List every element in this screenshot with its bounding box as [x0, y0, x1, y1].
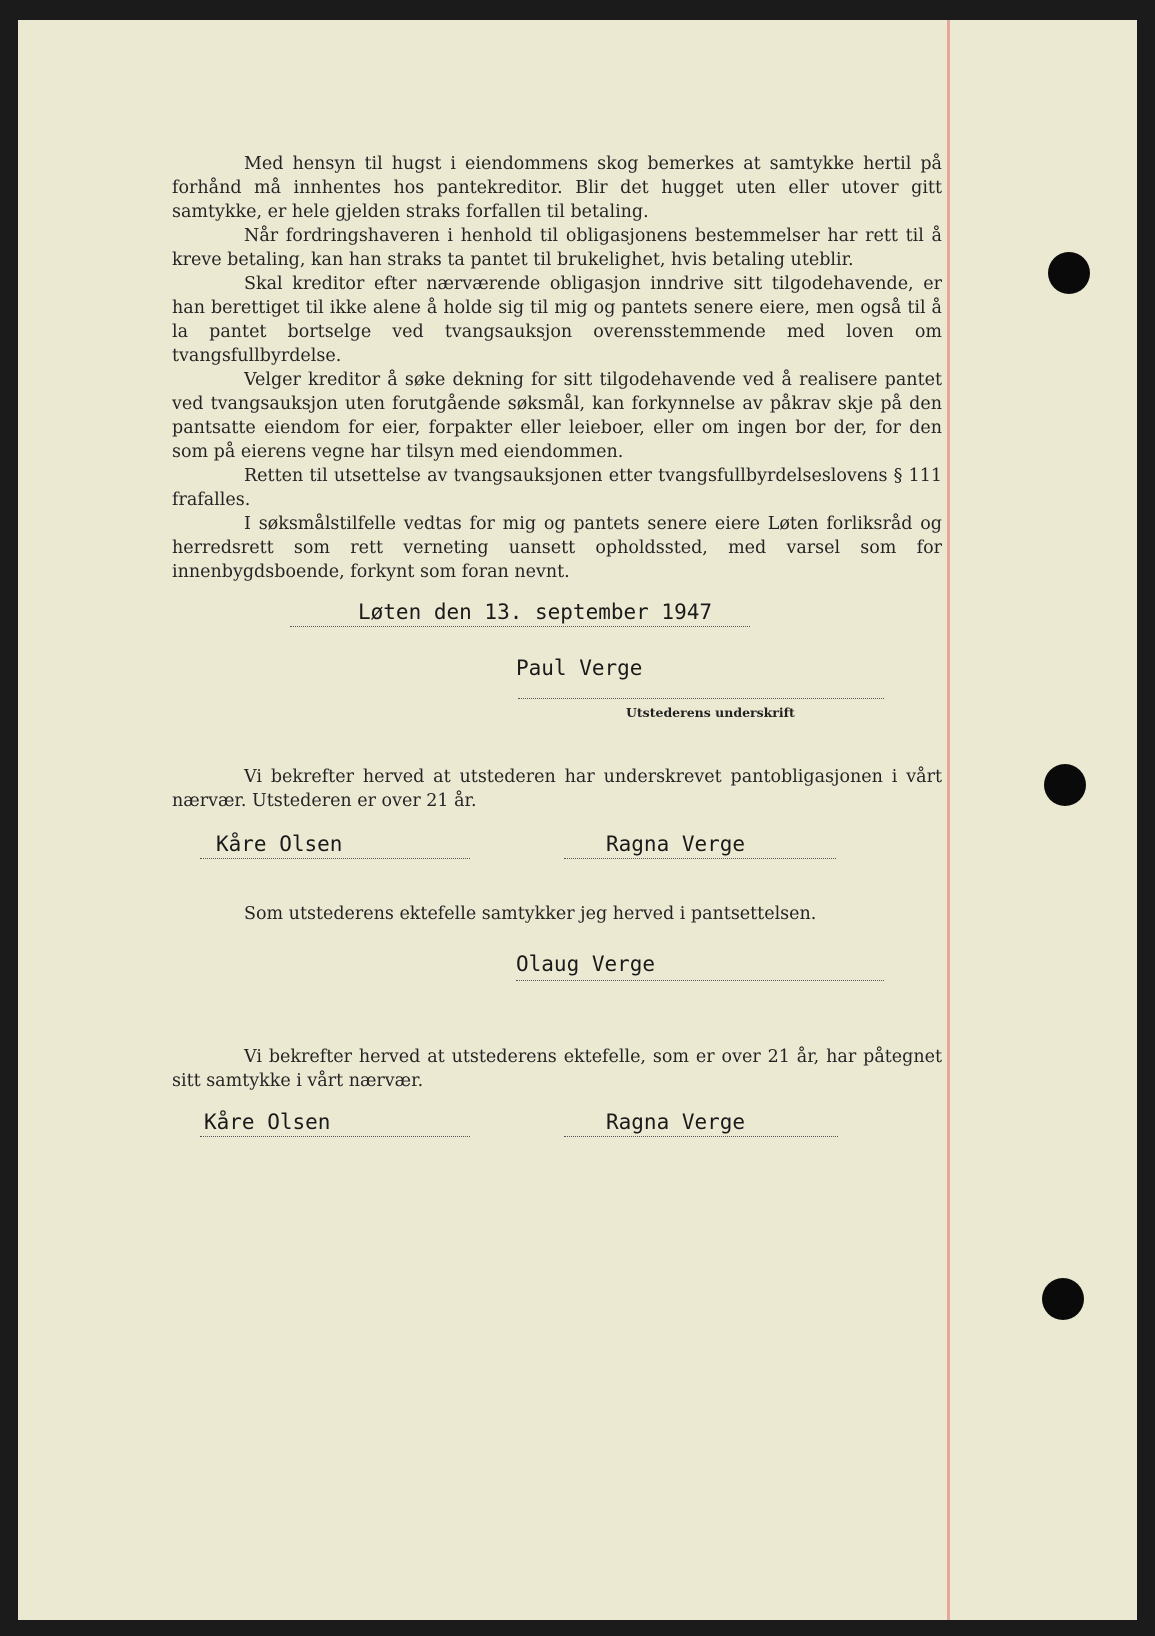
spouse-signature-line — [516, 980, 884, 981]
terms-text — [172, 152, 942, 584]
paragraph-enforcement: Skal kreditor efter nærværende obligasjon inndrive sitt tilgodehavende, er han berettiget til ikke alene å holde sig til mig og pantets senere eiere, men også til å la pantet bortselge ved tvangsauksjon overensstemmende med loven om tvangsfullbyrdelse. — [172, 274, 942, 366]
witness-2-line — [564, 858, 836, 859]
issuer-caption: Utstederens underskrift — [626, 705, 795, 720]
place-date: Løten den 13. september 1947 — [358, 600, 713, 624]
margin-line — [947, 20, 950, 1620]
witness-1-signature: Kåre Olsen — [216, 832, 343, 856]
paragraph-postponement: Retten til utsettelse av tvangsauksjonen etter tvangsfullbyrdelseslovens § 111 frafalles. — [172, 466, 942, 510]
document-page — [18, 20, 1137, 1620]
punch-hole — [1048, 252, 1090, 294]
issuer-signature: Paul Verge — [516, 656, 643, 680]
paragraph-logging: Med hensyn til hugst i eiendommens skog bemerkes at samtykke hertil på forhånd må innhentes hos pantekreditor. Blir det hugget uten eller utover gitt samtykke, er hele gjelden straks forfallen til betaling. — [172, 154, 942, 222]
punch-hole — [1042, 1278, 1084, 1320]
witness-statement-2: Vi bekrefter herved at utstederens ektefelle, som er over 21 år, har påtegnet sitt samtykke i vårt nærvær. — [172, 1047, 942, 1091]
paragraph-auction: Velger kreditor å søke dekning for sitt tilgodehavende ved å realisere pantet ved tvangsauksjon uten forutgående søksmål, kan forkynnelse av påkrav skje på den pantsatte eiendom for eier, forpakter eller leieboer, eller om ingen bor der, for den som på eierens vegne har tilsyn med eiendommen. — [172, 370, 942, 462]
witness-3-signature: Kåre Olsen — [204, 1110, 331, 1134]
witness-1-line — [200, 858, 470, 859]
witness-3-line — [200, 1136, 470, 1137]
witness-statement-1: Vi bekrefter herved at utstederen har underskrevet pantobligasjonen i vårt nærvær. Utstederen er over 21 år. — [172, 767, 942, 811]
place-date-line — [290, 626, 750, 627]
witness-4-line — [564, 1136, 838, 1137]
witness-4-signature: Ragna Verge — [606, 1110, 746, 1134]
spouse-consent: Som utstederens ektefelle samtykker jeg herved i pantsettelsen. — [244, 904, 817, 924]
issuer-signature-line — [518, 698, 884, 699]
paragraph-payment: Når fordringshaveren i henhold til obligasjonens bestemmelser har rett til å kreve betaling, kan han straks ta pantet til brukelighet, hvis betaling uteblir. — [172, 226, 942, 270]
punch-hole — [1044, 764, 1086, 806]
spouse-signature: Olaug Verge — [516, 952, 656, 976]
witness-2-signature: Ragna Verge — [606, 832, 746, 856]
paragraph-venue: I søksmålstilfelle vedtas for mig og pantets senere eiere Løten forliksråd og herredsrett som rett verneting uansett opholdssted, med varsel som for innenbygdsboende, forkynt som foran nevnt. — [172, 514, 942, 582]
